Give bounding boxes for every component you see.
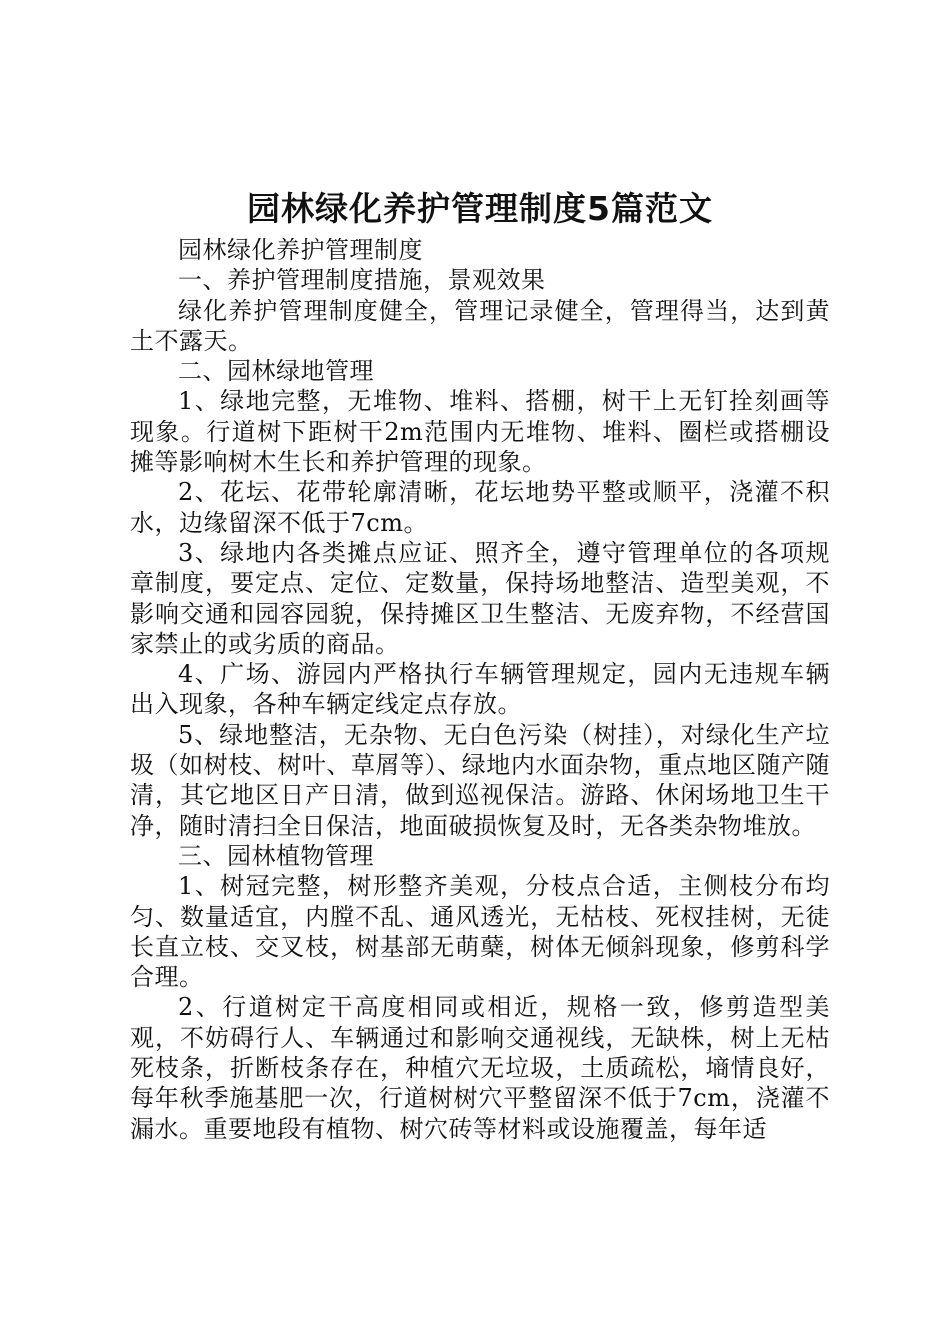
paragraph-section-2: 二、园林绿地管理 [178,357,374,386]
paragraph: 1、绿地完整，无堆物、堆料、搭棚，树干上无钉拴刻画等现象。行道树下距树干2m范围内无堆物、堆料、圈栏或搭棚设摊等影响树木生长和养护管理的现象。 [130,387,830,477]
paragraph: 4、广场、游园内严格执行车辆管理规定，园内无违规车辆出入现象，各种车辆定线定点存放。 [130,660,830,719]
paragraph: 2、花坛、花带轮廓清晰，花坛地势平整或顺平，浇灌不积水，边缘留深不低于7cm。 [130,478,830,537]
paragraph-section-3: 三、园林植物管理 [178,841,374,870]
paragraph-heading: 园林绿化养护管理制度 [178,236,423,264]
document-title: 园林绿化养护管理制度5篇范文 [247,189,713,228]
paragraph: 5、绿地整洁，无杂物、无白色污染（树挂），对绿化生产垃圾（如树枝、树叶、草屑等）、绿地内水面杂物，重点地区随产随清，其它地区日产日清，做到巡视保洁。游路、休闲场地卫生干净，随时清扫全日保洁，地面破损恢复及时，无各类杂物堆放。 [130,720,830,840]
paragraph: 绿化养护管理制度健全，管理记录健全，管理得当，达到黄土不露天。 [130,296,830,355]
paragraph: 1、树冠完整，树形整齐美观，分枝点合适，主侧枝分布均匀、数量适宜，内膛不乱、通风透光，无枯枝、死杈挂树，无徒长直立枝、交叉枝，树基部无萌蘖，树体无倾斜现象，修剪科学合理。 [130,872,830,992]
paragraph: 3、绿地内各类摊点应证、照齐全，遵守管理单位的各项规章制度，要定点、定位、定数量，保持场地整洁、造型美观，不影响交通和园容园貌，保持摊区卫生整洁、无废弃物，不经营国家禁止的或劣质的商品。 [130,538,830,658]
paragraph-section-1: 一、养护管理制度措施，景观效果 [178,266,546,295]
paragraph: 2、行道树定干高度相同或相近，规格一致，修剪造型美观，不妨碍行人、车辆通过和影响交通视线，无缺株，树上无枯死枝条，折断枝条存在，种植穴无垃圾，土质疏松，墒情良好，每年秋季施基肥一次，行道树树穴平整留深不低于7cm，浇灌不漏水。重要地段有植物、树穴砖等材料或设施覆盖，每年适 [130,993,830,1143]
document-page [130,185,830,1144]
